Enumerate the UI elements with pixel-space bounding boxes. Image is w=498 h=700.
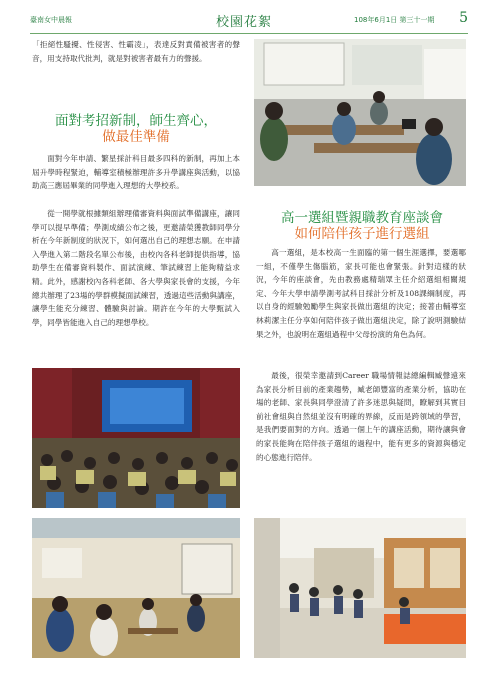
exhibition-photo xyxy=(254,518,466,658)
school-name: 臺南女中晨報 xyxy=(30,16,72,24)
section1-title-line1: 面對考招新制，師生齊心， xyxy=(55,113,217,129)
page-header xyxy=(30,10,468,32)
section2-heading xyxy=(262,210,462,242)
section1-heading xyxy=(36,113,236,145)
interview-practice-photo xyxy=(32,518,240,658)
section1-paragraph-2: 從一開學就根據類組辦理備審資料與面試準備講座，讓同學可以提早準備；學測成績公布之後，更邀請榮獲教師同學分析在今年新制度的狀況下，如何選出自己的理想志願。在申請入學進入第二階段名單公布後，由校內各科老師提供指導，協助學生在備審資料製作、面試演練、筆試練習上能夠精益求精。此外，感謝校內各科老師、各大學與家長會的支援，今年總共辦理了23場的學群模擬面試練習，透過這些活動與講座，讓學生能充分練習、體驗與討論。期許在今年的大學甄試入學，同學皆能進入自己的理想學校。 xyxy=(32,209,240,327)
section1-paragraph-1: 面對今年申請、繁星採計科目最多四科的新制，再加上本屆升學時程緊迫，輔導室積極辦理許多升學講座與活動，以協助高三應屆畢業的同學進入理想的大學校系。 xyxy=(32,154,240,191)
section-title: 校園花絮 xyxy=(216,15,273,30)
section2-title-line1: 高一選組暨親職教育座談會 xyxy=(281,210,443,226)
issue-date: 108年6月1日 第三十一期 xyxy=(354,16,435,24)
section2-title-line2: 如何陪伴孩子進行選組 xyxy=(294,226,430,242)
page-number: 5 xyxy=(459,10,468,26)
section2-paragraph-2: 最後，很榮幸邀請到Career 職場情報誌總編輯臧聲遠來為家長分析目前的產業趨勢，臧老師豐富的產業分析，協助在場的老師、家長與同學澄清了許多迷思與疑問，瞭解到其實目前社會組與自然組並沒有明確的界線，反而是跨領域的學習，是我們要面對的方向。透過一個上午的講座活動，期待讓與會的家長能夠在陪伴孩子選組的過程中，能有更多的資源與穩定的心態進行陪伴。 xyxy=(256,371,466,462)
section1-title-line2: 做最佳準備 xyxy=(102,129,170,145)
header-divider xyxy=(30,33,468,34)
intro-paragraph: 「拒絕性騷擾、性侵害、性霸凌」，表達反對責備被害者的聲音，用支持取代批判，就是對被害者最有力的聲援。 xyxy=(32,40,240,63)
auditorium-photo xyxy=(32,368,240,508)
section2-paragraph-1: 高一選組，是本校高一生面臨的第一個生涯選擇，要選哪一組，不僅學生傷腦筋，家長可能也會緊張。針對這樣的狀況，今年的座談會，先由教務處精瑞眾主任介紹選組相關規定、今年大學申請學測考試科目採計分析及108課綱制度，再以自身的經驗勉勵學生與家長做出選組的決定；接著由輔導室林莉潔主任分享如何陪伴孩子做出選組決定，除了說明測驗結果之外，也說明在選組過程中父母扮演的角色為何。 xyxy=(256,248,466,339)
classroom-photo xyxy=(254,39,466,186)
